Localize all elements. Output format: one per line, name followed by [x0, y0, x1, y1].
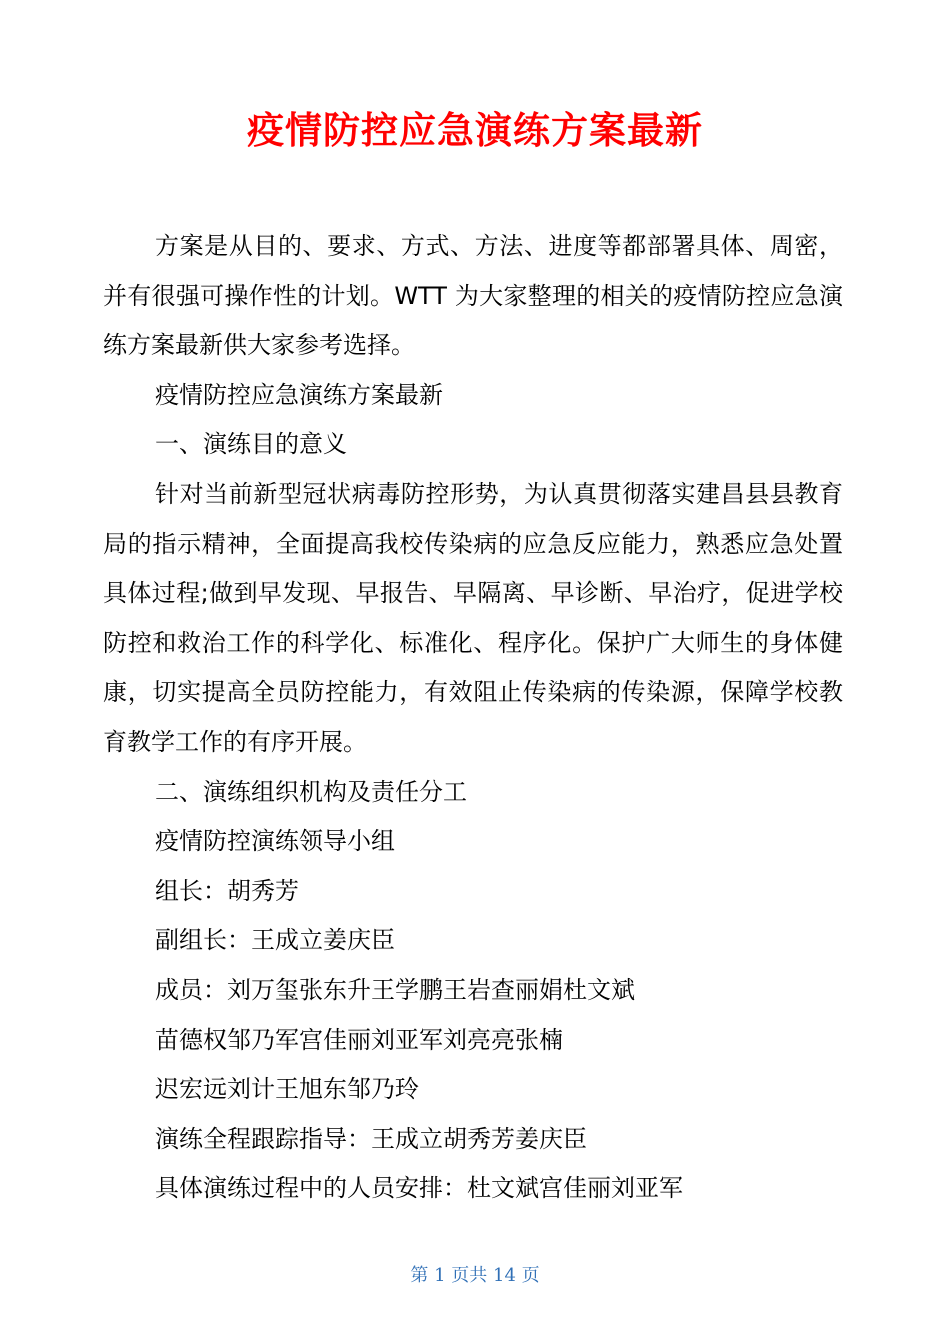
group-leader-line: 组长：胡秀芳 [155, 876, 299, 905]
purpose-paragraph: 针对当前新型冠状病毒防控形势，为认真贯彻落实建昌县县教育局的指示精神，全面提高我校传染病的应急反应能力，熟悉应急处置具体过程;做到早发现、早报告、早隔离、早诊断、早治疗，促进学校防控和救治工作的科学化、标准化、程序化。保护广大师生的身体健康，切实提高全员防控能力，有效阻止传染病的传染源，保障学校教育教学工作的有序开展。 [103, 479, 843, 756]
members-line-2: 苗德权邹乃军宫佳丽刘亚军刘亮亮张楠 [155, 1025, 563, 1054]
page-footer: 第 1 页共 14 页 [410, 1265, 540, 1286]
section-heading-2: 二、演练组织机构及责任分工 [155, 777, 467, 806]
intro-paragraph: 方案是从目的、要求、方式、方法、进度等都部署具体、周密，并有很强可操作性的计划。WTT 为大家整理的相关的疫情防控应急演练方案最新供大家参考选择。 [103, 232, 843, 360]
members-line-3: 迟宏远刘计王旭东邹乃玲 [155, 1075, 419, 1104]
members-line-1: 成员：刘万玺张东升王学鹏王岩查丽娟杜文斌 [155, 975, 635, 1004]
staffing-line: 具体演练过程中的人员安排：杜文斌宫佳丽刘亚军 [155, 1174, 683, 1203]
document-body [103, 222, 843, 1214]
leadership-group-heading: 疫情防控演练领导小组 [155, 827, 395, 856]
subtitle-paragraph: 疫情防控应急演练方案最新 [155, 380, 443, 409]
section-heading-1: 一、演练目的意义 [155, 430, 347, 459]
document-title: 疫情防控应急演练方案最新 [247, 109, 703, 152]
deputy-leader-line: 副组长：王成立姜庆臣 [155, 926, 395, 955]
guidance-line: 演练全程跟踪指导：王成立胡秀芳姜庆臣 [155, 1124, 587, 1153]
